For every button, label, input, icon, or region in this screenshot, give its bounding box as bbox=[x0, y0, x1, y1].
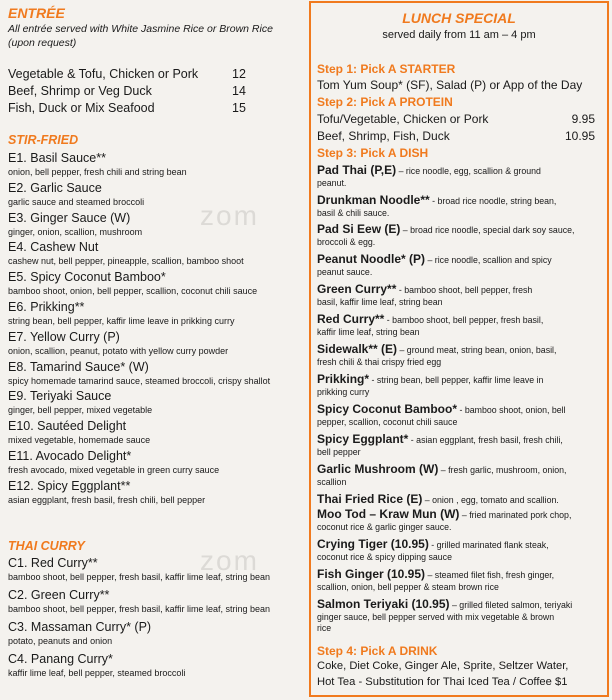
dish-item bbox=[317, 597, 572, 611]
dish-desc: - grilled marinated flank steak, bbox=[428, 540, 549, 550]
dish-item bbox=[317, 537, 549, 551]
step4-text: Hot Tea - Substitution for Thai Iced Tea / Coffee $1 bbox=[317, 676, 568, 688]
dish-name: Thai Fried Rice (E) bbox=[317, 492, 423, 506]
entree-item-name: Fish, Duck or Mix Seafood bbox=[8, 101, 155, 115]
stir-fried-item-name: E12. Spicy Eggplant** bbox=[8, 478, 131, 493]
thai-curry-item-desc: potato, peanuts and onion bbox=[8, 636, 113, 646]
entree-item-price: 15 bbox=[232, 101, 246, 115]
dish-desc: kaffir lime leaf, string bean bbox=[317, 327, 420, 337]
dish-desc: peanut sauce. bbox=[317, 267, 373, 277]
lunch-special-title: LUNCH SPECIAL bbox=[402, 10, 516, 26]
dish-desc: rice bbox=[317, 623, 332, 633]
stir-fried-item-name: E1. Basil Sauce** bbox=[8, 151, 106, 165]
entree-item-price: 14 bbox=[232, 84, 246, 98]
dish-item bbox=[317, 507, 571, 521]
dish-item bbox=[317, 492, 559, 506]
watermark: zom bbox=[200, 200, 259, 231]
stir-fried-item-desc: spicy homemade tamarind sauce, steamed broccoli, crispy shallot bbox=[8, 375, 271, 386]
dish-item bbox=[317, 312, 543, 326]
dish-name: Crying Tiger (10.95) bbox=[317, 537, 429, 551]
dish-desc: scallion, onion, bell pepper & steam brown rice bbox=[317, 582, 499, 592]
step4-title: Step 4: Pick A DRINK bbox=[317, 644, 438, 658]
step3-title: Step 3: Pick A DISH bbox=[317, 146, 429, 160]
stir-fried-item-name: E4. Cashew Nut bbox=[8, 240, 99, 255]
entree-note: (upon request) bbox=[8, 37, 77, 49]
entree-item-name: Vegetable & Tofu, Chicken or Pork bbox=[8, 67, 199, 81]
dish-name: Green Curry** bbox=[317, 282, 397, 296]
stir-fried-item-desc: cashew nut, bell pepper, pineapple, scallion, bamboo shoot bbox=[8, 256, 244, 267]
dish-desc: – onion , egg, tomato and scallion. bbox=[422, 495, 559, 505]
thai-curry-item-desc: kaffir lime leaf, bell pepper, steamed broccoli bbox=[8, 668, 186, 678]
watermark: zom bbox=[200, 545, 259, 576]
dish-item bbox=[317, 567, 554, 581]
stir-fried-item-name: E3. Ginger Sauce (W) bbox=[8, 210, 131, 225]
dish-desc: – rice noodle, scallion and spicy bbox=[425, 255, 552, 265]
dish-desc: basil & chili sauce. bbox=[317, 208, 390, 218]
dish-desc: pepper, scallion, coconut chili sauce bbox=[317, 417, 458, 427]
dish-desc: coconut rice & spicy dipping sauce bbox=[317, 552, 452, 562]
stir-fried-item-name: E5. Spicy Coconut Bamboo* bbox=[8, 270, 166, 285]
dish-desc: – fresh garlic, mushroom, onion, bbox=[438, 465, 567, 475]
step1-text: Tom Yum Soup* (SF), Salad (P) or App of the Day bbox=[317, 78, 583, 92]
step2-title: Step 2: Pick A PROTEIN bbox=[317, 95, 453, 109]
stir-fried-item-desc: bamboo shoot, onion, bell pepper, scallion, coconut chili sauce bbox=[8, 286, 258, 297]
dish-item bbox=[317, 372, 543, 386]
dish-name: Fish Ginger (10.95) bbox=[317, 567, 426, 581]
entree-item-name: Beef, Shrimp or Veg Duck bbox=[8, 84, 152, 98]
dish-name: Garlic Mushroom (W) bbox=[317, 462, 439, 476]
protein-item-price: 9.95 bbox=[571, 112, 595, 126]
dish-item bbox=[317, 163, 541, 177]
dish-item bbox=[317, 402, 566, 416]
dish-item bbox=[317, 252, 552, 266]
thai-curry-item-name: C3. Massaman Curry* (P) bbox=[8, 620, 152, 634]
dish-item bbox=[317, 342, 556, 356]
thai-curry-item-name: C1. Red Curry** bbox=[8, 556, 98, 570]
stir-fried-item-desc: ginger, bell pepper, mixed vegetable bbox=[8, 405, 153, 416]
dish-name: Prikking* bbox=[317, 372, 370, 386]
dish-name: Pad Si Eew (E) bbox=[317, 222, 401, 236]
dish-desc: ginger sauce, bell pepper served with mix vegetable & brown bbox=[317, 612, 555, 622]
thai-curry-title: THAI CURRY bbox=[8, 539, 85, 553]
dish-item bbox=[317, 282, 532, 296]
stir-fried-item-desc: garlic sauce and steamed broccoli bbox=[8, 196, 145, 207]
dish-desc: - bamboo shoot, bell pepper, fresh basil, bbox=[384, 315, 544, 325]
stir-fried-item-name: E6. Prikking** bbox=[8, 300, 85, 314]
protein-item-price: 10.95 bbox=[564, 129, 595, 143]
stir-fried-item-desc: asian eggplant, fresh basil, fresh chili, bell pepper bbox=[8, 494, 206, 505]
dish-desc: - asian eggplant, fresh basil, fresh chili, bbox=[408, 435, 563, 445]
dish-item bbox=[317, 222, 574, 236]
thai-curry-item-name: C4. Panang Curry* bbox=[8, 652, 113, 666]
thai-curry-item-desc: bamboo shoot, bell pepper, fresh basil, kaffir lime leaf, string bean bbox=[8, 572, 270, 582]
dish-name: Peanut Noodle* (P) bbox=[317, 252, 426, 266]
thai-curry-item-desc: bamboo shoot, bell pepper, fresh basil, kaffir lime leaf, string bean bbox=[8, 604, 270, 614]
dish-name: Spicy Eggplant* bbox=[317, 432, 409, 446]
protein-item-name: Beef, Shrimp, Fish, Duck bbox=[317, 129, 450, 143]
stir-fried-item-desc: ginger, onion, scallion, mushroom bbox=[8, 226, 143, 237]
dish-item bbox=[317, 432, 563, 446]
lunch-special-box bbox=[309, 1, 609, 697]
dish-name: Drunkman Noodle** bbox=[317, 193, 430, 207]
dish-name: Moo Tod – Kraw Mun (W) bbox=[317, 507, 460, 521]
dish-desc: – rice noodle, egg, scallion & ground bbox=[396, 166, 541, 176]
dish-desc: – fried marinated pork chop, bbox=[459, 510, 572, 520]
dish-desc: – ground meat, string bean, onion, basil, bbox=[397, 345, 557, 355]
step4-text: Coke, Diet Coke, Ginger Ale, Sprite, Seltzer Water, bbox=[317, 660, 569, 672]
dish-name: Red Curry** bbox=[317, 312, 385, 326]
dish-desc: broccoli & egg. bbox=[317, 237, 376, 247]
dish-name: Sidewalk** (E) bbox=[317, 342, 398, 356]
step1-title: Step 1: Pick A STARTER bbox=[317, 62, 456, 76]
stir-fried-title: STIR-FRIED bbox=[8, 133, 79, 147]
dish-item bbox=[317, 462, 566, 476]
stir-fried-item-name: E8. Tamarind Sauce* (W) bbox=[8, 359, 149, 374]
dish-desc: - string bean, bell pepper, kaffir lime leave in bbox=[369, 375, 544, 385]
dish-desc: - bamboo shoot, onion, bell bbox=[457, 405, 566, 415]
stir-fried-item-name: E9. Teriyaki Sauce bbox=[8, 389, 112, 404]
entree-title: ENTRÉE bbox=[8, 5, 65, 21]
dish-item bbox=[317, 193, 556, 207]
dish-name: Pad Thai (P,E) bbox=[317, 163, 397, 177]
dish-desc: basil, kaffir lime leaf, string bean bbox=[317, 297, 443, 307]
stir-fried-item-desc: string bean, bell pepper, kaffir lime leave in prikking curry bbox=[8, 316, 235, 326]
dish-desc: - bamboo shoot, bell pepper, fresh bbox=[396, 285, 533, 295]
stir-fried-item-name: E11. Avocado Delight* bbox=[8, 449, 132, 463]
thai-curry-item-name: C2. Green Curry** bbox=[8, 588, 110, 602]
stir-fried-item-desc: onion, scallion, peanut, potato with yellow curry powder bbox=[8, 345, 229, 356]
dish-name: Spicy Coconut Bamboo* bbox=[317, 402, 458, 416]
dish-desc: peanut. bbox=[317, 178, 347, 188]
dish-desc: – steamed filet fish, fresh ginger, bbox=[425, 570, 555, 580]
dish-desc: scallion bbox=[317, 477, 347, 487]
stir-fried-item-name: E7. Yellow Curry (P) bbox=[8, 329, 120, 344]
stir-fried-item-name: E10. Sautéed Delight bbox=[8, 419, 127, 434]
lunch-special-subtitle: served daily from 11 am – 4 pm bbox=[382, 29, 536, 41]
dish-desc: prikking curry bbox=[317, 387, 370, 397]
stir-fried-item-name: E2. Garlic Sauce bbox=[8, 180, 102, 195]
dish-desc: fresh chili & thai crispy fried egg bbox=[317, 357, 442, 367]
dish-desc: coconut rice & garlic ginger sauce. bbox=[317, 522, 452, 532]
stir-fried-item-desc: mixed vegetable, homemade sauce bbox=[8, 435, 151, 446]
entree-item-price: 12 bbox=[232, 67, 246, 81]
dish-desc: - broad rice noodle, string bean, bbox=[429, 196, 557, 206]
dish-desc: – grilled fileted salmon, teriyaki bbox=[449, 600, 573, 610]
dish-name: Salmon Teriyaki (10.95) bbox=[317, 597, 450, 611]
dish-desc: – broad rice noodle, special dark soy sauce, bbox=[400, 225, 575, 235]
stir-fried-item-desc: onion, bell pepper, fresh chili and string bean bbox=[8, 167, 187, 177]
protein-item-name: Tofu/Vegetable, Chicken or Pork bbox=[317, 112, 489, 126]
dish-desc: bell pepper bbox=[317, 447, 361, 457]
entree-note: All entrée served with White Jasmine Rice or Brown Rice bbox=[8, 23, 273, 35]
stir-fried-item-desc: fresh avocado, mixed vegetable in green curry sauce bbox=[8, 465, 220, 475]
